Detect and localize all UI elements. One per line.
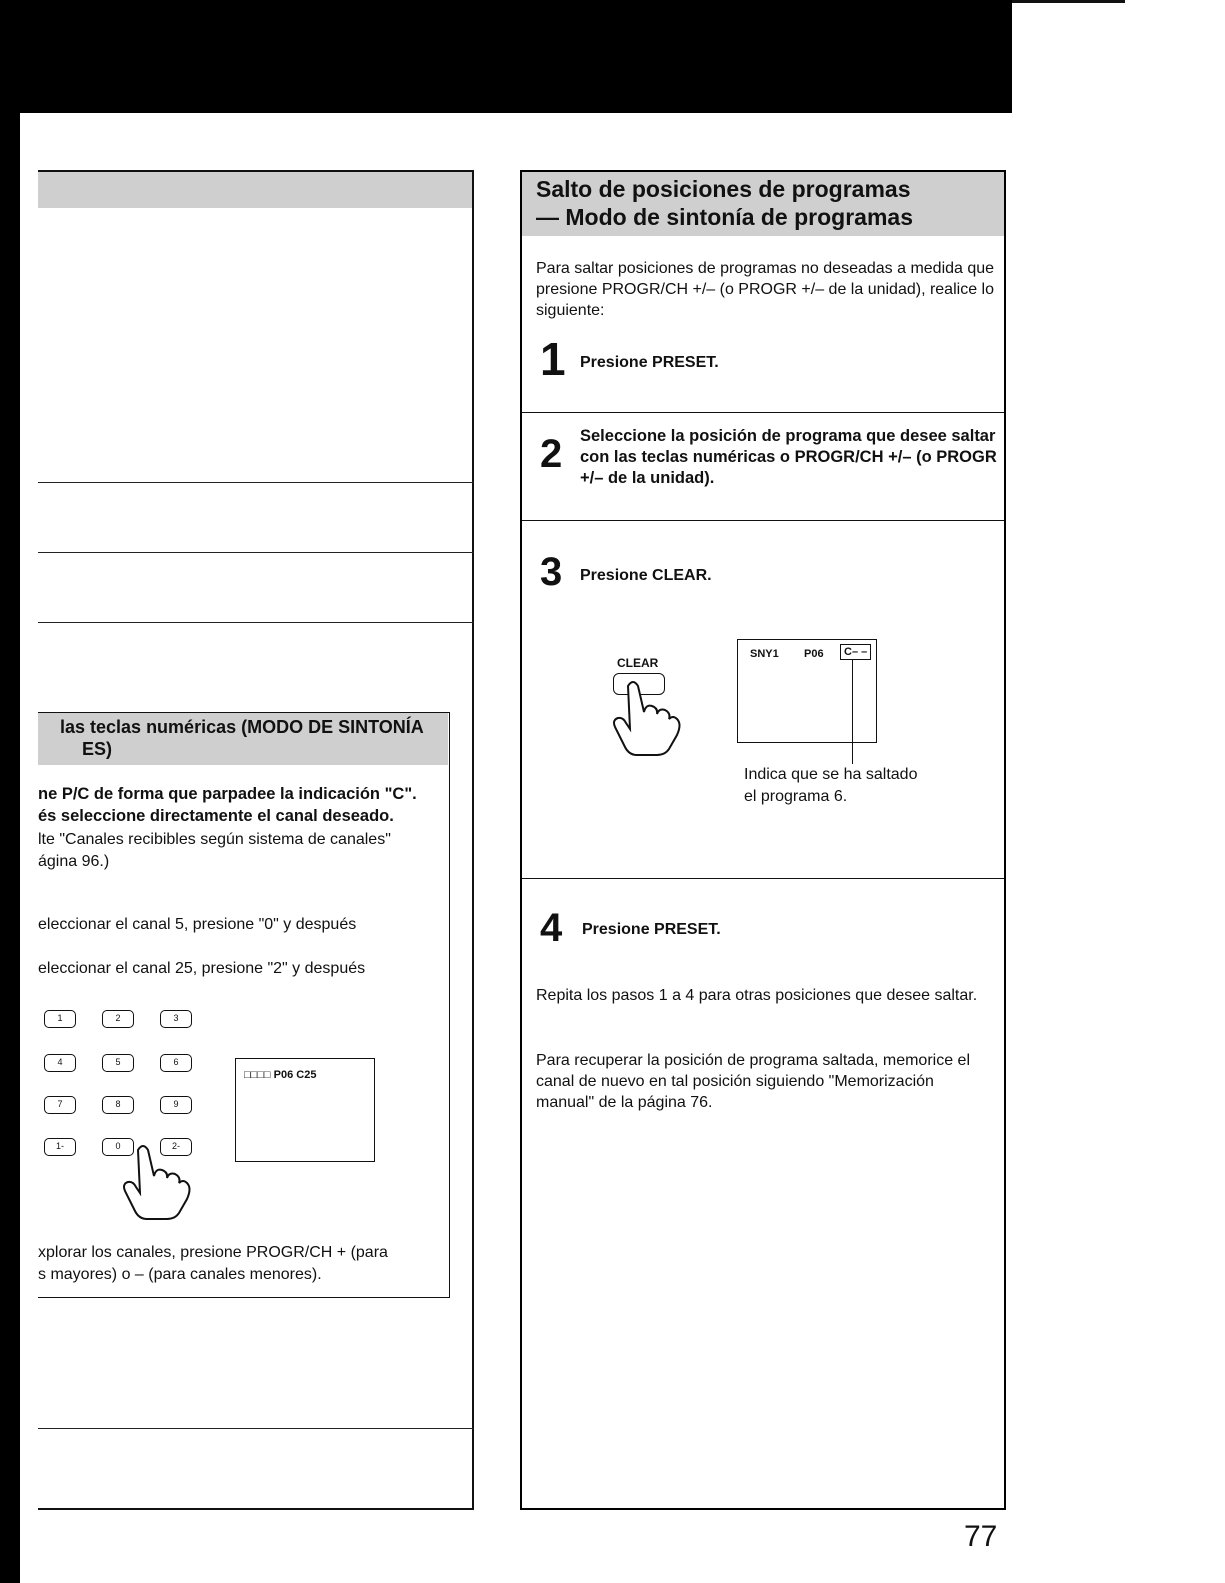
key-7: 7: [44, 1096, 76, 1114]
left-top-header-bar: [38, 172, 474, 208]
pressing-hand-icon: [118, 1140, 218, 1220]
key-2-dash: 2-: [160, 1138, 192, 1156]
step-text-3: Presione CLEAR.: [580, 567, 712, 584]
key-2: 2: [102, 1010, 134, 1028]
channel-display-text: □□□□ P06 C25: [244, 1069, 317, 1081]
callout-caption-2: el programa 6.: [744, 788, 848, 805]
left-subsection-title-1: las teclas numéricas (MODO DE SINTONÍA: [60, 717, 424, 737]
divider: [38, 482, 474, 483]
step-text-4: Presione PRESET.: [582, 921, 721, 938]
key-6: 6: [160, 1054, 192, 1072]
repeat-note: Repita los pasos 1 a 4 para otras posiciones que desee saltar.: [536, 987, 978, 1004]
page-number: 77: [964, 1520, 998, 1553]
left-example-1: eleccionar el canal 5, presione "0" y después: [38, 916, 357, 933]
top-black-band: [0, 0, 1012, 113]
pressing-hand-icon: [608, 680, 698, 760]
key-1-dash: 1-: [44, 1138, 76, 1156]
step-text-1: Presione PRESET.: [580, 354, 719, 371]
top-rule: [1012, 0, 1125, 3]
key-3: 3: [160, 1010, 192, 1028]
key-5: 5: [102, 1054, 134, 1072]
key-8: 8: [102, 1096, 134, 1114]
left-scan-line-1: xplorar los canales, presione PROGR/CH + (para: [38, 1244, 388, 1261]
clear-button-label: CLEAR: [617, 656, 659, 670]
step-number-3: 3: [540, 550, 563, 594]
callout-caption-1: Indica que se ha saltado: [744, 766, 918, 783]
divider: [38, 1428, 474, 1429]
step-divider: [522, 878, 1004, 879]
left-note-line-2: ágina 96.): [38, 853, 110, 870]
left-note-line-1: lte "Canales recibibles según sistema de canales": [38, 831, 391, 848]
display-sny-label: SNY1: [750, 648, 779, 660]
left-subsection-title-2: ES): [82, 739, 113, 759]
left-example-2: eleccionar el canal 25, presione "2" y después: [38, 960, 366, 977]
key-4: 4: [44, 1054, 76, 1072]
divider: [38, 552, 474, 553]
callout-line: [852, 660, 853, 764]
step-number-2: 2: [540, 432, 563, 476]
program-display-screen: [737, 639, 877, 743]
step-number-4: 4: [540, 906, 563, 950]
numeric-keypad: [44, 1010, 224, 1160]
left-edge-notch: [20, 113, 38, 173]
step-text-2: Seleccione la posición de programa que desee saltar con las teclas numéricas o PROGR/CH +/– (o PROGR +/– de la unidad).: [580, 427, 997, 487]
section-title-line-1: Salto de posiciones de programas: [536, 176, 911, 202]
step-divider: [522, 412, 1004, 413]
section-title-line-2: — Modo de sintonía de programas: [536, 204, 913, 230]
display-channel-box: C– –: [840, 644, 871, 660]
key-9: 9: [160, 1096, 192, 1114]
step-divider: [522, 520, 1004, 521]
left-step-line-2: és seleccione directamente el canal deseado.: [38, 807, 394, 825]
key-0: 0: [102, 1138, 134, 1156]
intro-paragraph: Para saltar posiciones de programas no deseadas a medida que presione PROGR/CH +/– (o PROGR +/– de la unidad), realice lo siguiente:: [536, 260, 995, 319]
display-program-label: P06: [804, 648, 824, 660]
recover-note: Para recuperar la posición de programa saltada, memorice el canal de nuevo en tal posición siguiendo "Memorización manual" de la página 76.: [536, 1052, 970, 1111]
channel-display-screen: [235, 1058, 375, 1162]
divider: [38, 622, 474, 623]
step-number-1: 1: [540, 333, 566, 385]
left-scan-line-2: s mayores) o – (para canales menores).: [38, 1266, 322, 1283]
left-edge-band: [0, 113, 20, 1583]
key-1: 1: [44, 1010, 76, 1028]
left-step-line-1: ne P/C de forma que parpadee la indicación "C".: [38, 785, 417, 803]
